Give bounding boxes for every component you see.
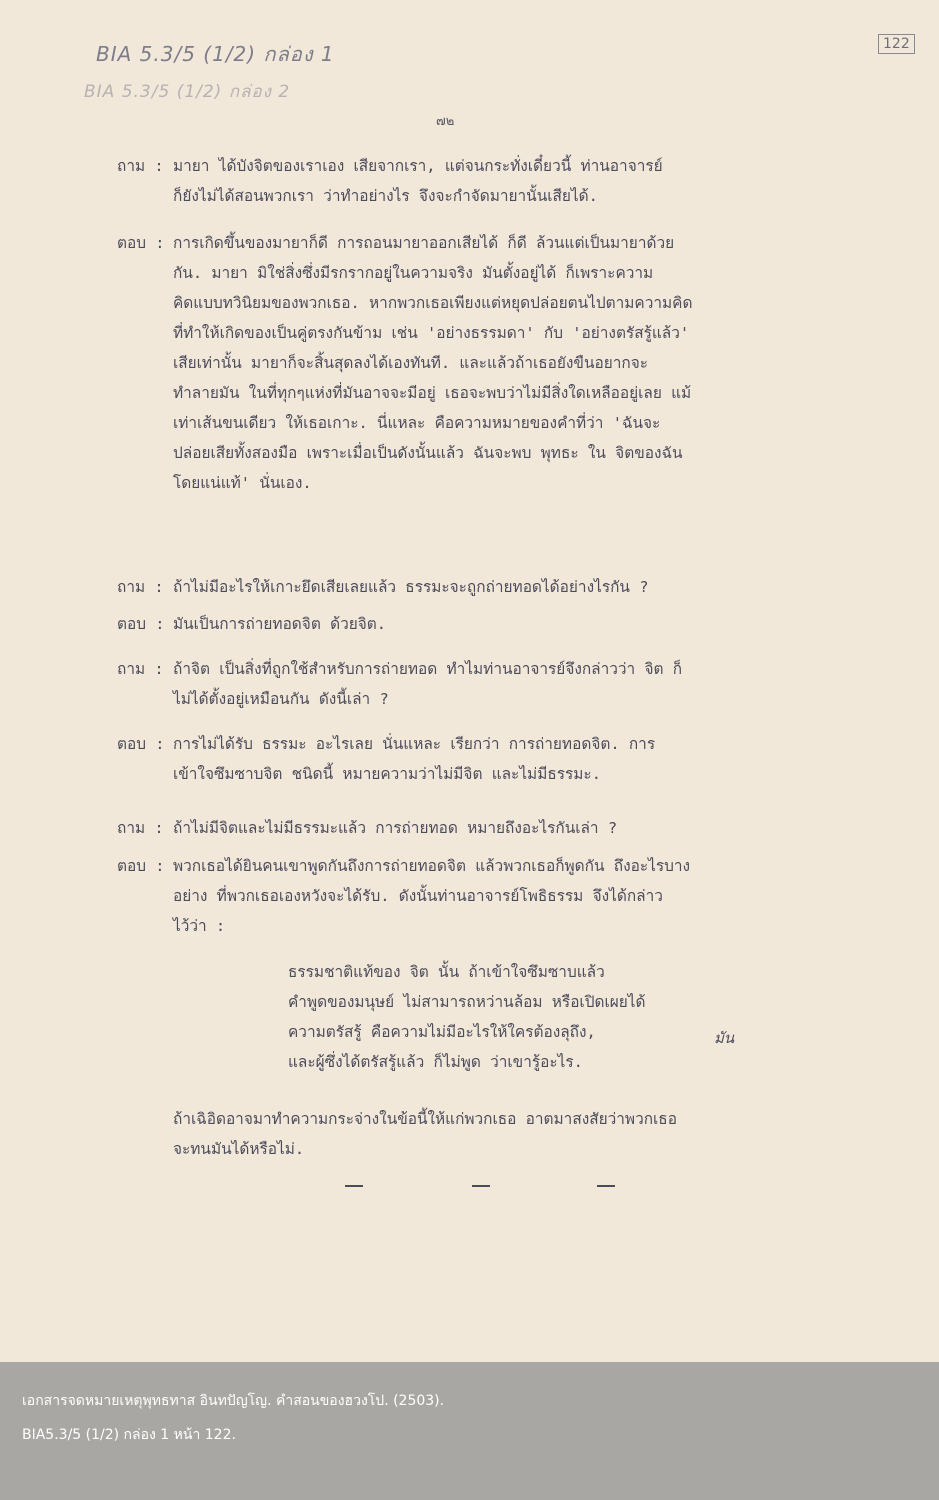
text-line: เท่าเส้นขนเดียว ให้เธอเกาะ. นี่แหละ คือความหมายของคำที่ว่า 'ฉันจะ xyxy=(173,414,661,432)
text-line: การไม่ได้รับ ธรรมะ อะไรเลย นั่นแหละ เรียกว่า การถ่ายทอดจิต. การ xyxy=(173,735,656,753)
verse-line: ความตรัสรู้ คือความไม่มีอะไรให้ใครต้องลุถึง, xyxy=(288,1023,596,1041)
page-number: ๗๒ xyxy=(436,114,455,129)
text-line: พวกเธอได้ยินคนเขาพูดกันถึงการถ่ายทอดจิต แล้วพวกเธอก็พูดกัน ถึงอะไรบาง xyxy=(173,857,691,875)
text-line: มายา ได้บังจิตของเราเอง เสียจากเรา, แต่จนกระทั่งเดี๋ยวนี้ ท่านอาจารย์ xyxy=(173,157,663,175)
text-line: ไม่ได้ตั้งอยู่เหมือนกัน ดังนี้เล่า ? xyxy=(173,690,389,708)
text-line: โดยแน่แท้' นั่นเอง. xyxy=(173,474,312,492)
text-line: ถ้าไม่มีจิตและไม่มีธรรมะแล้ว การถ่ายทอด หมายถึงอะไรกันเล่า ? xyxy=(173,819,618,837)
folio-number: 122 xyxy=(878,34,915,54)
text-line: อย่าง ที่พวกเธอเองหวังจะได้รับ. ดังนั้นท่านอาจารย์โพธิธรรม จึงได้กล่าว xyxy=(173,887,663,905)
handwritten-margin-note: มัน xyxy=(714,1029,735,1047)
caption-title: เอกสารจดหมายเหตุพุทธทาส อินทปัญโญ. คำสอนของฮวงโป. (2503). xyxy=(22,1393,445,1409)
verse-line: และผู้ซึ่งได้ตรัสรู้แล้ว ก็ไม่พูด ว่าเขารู้อะไร. xyxy=(288,1053,583,1071)
qa-label: ตอบ : xyxy=(117,735,165,753)
qa-label: ตอบ : xyxy=(117,234,165,252)
verse-block xyxy=(288,959,646,1079)
text-line: ก็ยังไม่ได้สอนพวกเรา ว่าทำอย่างไร จึงจะกำจัดมายานั้นเสียได้. xyxy=(173,187,598,205)
text-line: การเกิดขึ้นของมายาก็ดี การถอนมายาออกเสียได้ ก็ดี ล้วนแต่เป็นมายาด้วย xyxy=(173,234,675,252)
end-dash xyxy=(597,1185,615,1187)
text-line: ถ้าไม่มีอะไรให้เกาะยึดเสียเลยแล้ว ธรรมะจะถูกถ่ายทอดได้อย่างไรกัน ? xyxy=(173,578,649,596)
text-line: ทำลายมัน ในที่ทุกๆแห่งที่มันอาจจะมีอยู่ เธอจะพบว่าไม่มีสิ่งใดเหลืออยู่เลย แม้ xyxy=(173,384,692,402)
text-line: มันเป็นการถ่ายทอดจิต ด้วยจิต. xyxy=(173,615,387,633)
text-line: ที่ทำให้เกิดของเป็นคู่ตรงกันข้าม เช่น 'อย่างธรรมดา' กับ 'อย่างตรัสรู้แล้ว' xyxy=(173,324,690,342)
text-line: เข้าใจซึมซาบจิต ชนิดนี้ หมายความว่าไม่มีจิต และไม่มีธรรมะ. xyxy=(173,765,601,783)
qa-label: ถาม : xyxy=(117,157,164,175)
qa-label: ตอบ : xyxy=(117,857,165,875)
text-line: กัน. มายา มิใช่สิ่งซึ่งมีรกรากอยู่ในความจริง มันตั้งอยู่ได้ ก็เพราะความ xyxy=(173,264,654,282)
text-line: คิดแบบทวินิยมของพวกเธอ. หากพวกเธอเพียงแต่หยุดปล่อยตนไปตามความคิด xyxy=(173,294,693,312)
end-dash xyxy=(472,1185,490,1187)
caption-bar xyxy=(0,1362,939,1500)
text-line: ปล่อยเสียทั้งสองมือ เพราะเมื่อเป็นดังนั้นแล้ว ฉันจะพบ พุทธะ ใน จิตของฉัน xyxy=(173,444,683,462)
archive-reference-handwritten: BIA 5.3/5 (1/2) กล่อง 1 xyxy=(96,42,335,66)
closing-paragraph xyxy=(173,1106,677,1166)
text-line: ถ้าเฉิอิดอาจมาทำความกระจ่างในข้อนี้ให้แก่พวกเธอ อาตมาสงสัยว่าพวกเธอ xyxy=(173,1110,677,1128)
end-dash xyxy=(345,1185,363,1187)
archive-reference-faint: BIA 5.3/5 (1/2) กล่อง 2 xyxy=(84,82,291,102)
verse-line: คำพูดของมนุษย์ ไม่สามารถหว่านล้อม หรือเปิดเผยได้ xyxy=(288,993,646,1011)
text-line: ถ้าจิต เป็นสิ่งที่ถูกใช้สำหรับการถ่ายทอด ทำไมท่านอาจารย์จึงกล่าวว่า จิต ก็ xyxy=(173,660,683,678)
qa-label: ถาม : xyxy=(117,578,164,596)
text-line: จะทนมันได้หรือไม่. xyxy=(173,1140,305,1158)
qa-label: ถาม : xyxy=(117,819,164,837)
qa-label: ถาม : xyxy=(117,660,164,678)
caption-reference: BIA5.3/5 (1/2) กล่อง 1 หน้า 122. xyxy=(22,1427,236,1443)
text-line: เสียเท่านั้น มายาก็จะสิ้นสุดลงได้เองทันที. และแล้วถ้าเธอยังขืนอยากจะ xyxy=(173,354,648,372)
verse-line: ธรรมชาติแท้ของ จิต นั้น ถ้าเข้าใจซึมซาบแล้ว xyxy=(288,963,605,981)
text-line: ไว้ว่า : xyxy=(173,917,226,935)
qa-label: ตอบ : xyxy=(117,615,165,633)
